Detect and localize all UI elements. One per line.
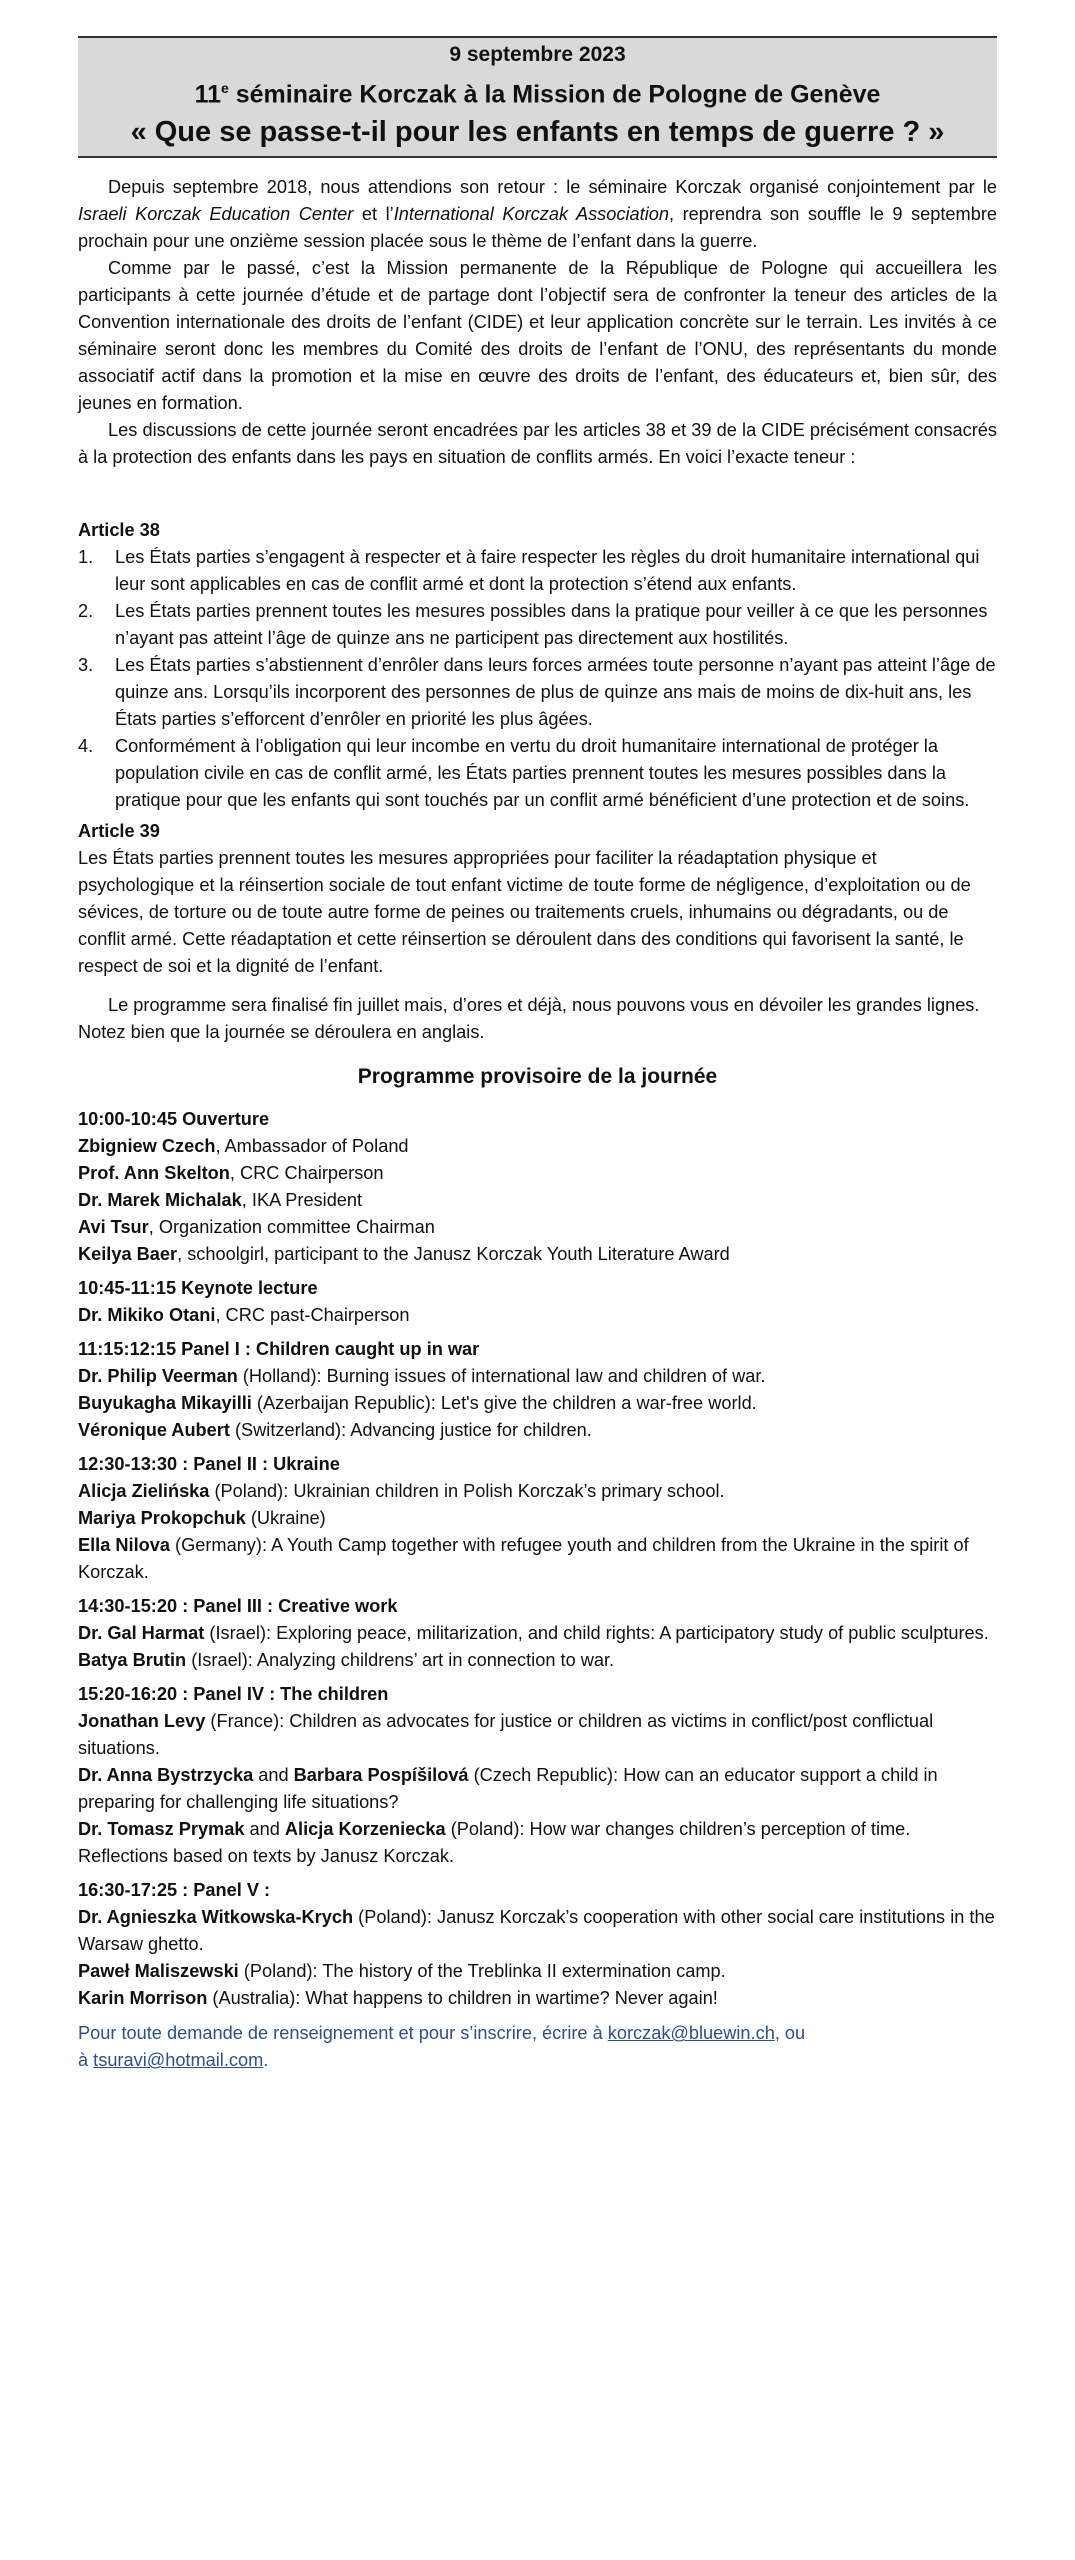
- session-panel-1: [78, 1336, 997, 1444]
- speaker-name: Buyukagha Mikayilli: [78, 1393, 252, 1414]
- speaker-line: [78, 1647, 997, 1674]
- session-title: 14:30-15:20 : Panel III : Creative work: [78, 1596, 398, 1617]
- article-39-text: Les États parties prennent toutes les mesures appropriées pour faciliter la réadaptation physique et psychologique et la réinsertion sociale de tout enfant victime de toute forme de négligence, d’exploitation ou de sévices, de torture ou de toute autre forme de peines ou traitements cruels, inhumains ou dégradants, ou de conflit armé. Cette réadaptation et cette réinsertion se déroulent dans des conditions qui favorisent la santé, le respect de soi et la dignité de l’enfant.: [78, 848, 971, 977]
- email-link-korczak[interactable]: korczak@bluewin.ch: [607, 2023, 775, 2044]
- speaker-name: Jonathan Levy: [78, 1711, 206, 1732]
- speaker-conjunction: and: [253, 1765, 294, 1786]
- speaker-name: Dr. Mikiko Otani: [78, 1305, 216, 1326]
- list-item-text: Les États parties s’abstiennent d’enrôler dans leurs forces armées toute personne n’ayant pas atteint l’âge de quinze ans. Lorsqu’ils incorporent des personnes de plus de quinze ans mais de moins de dix-huit ans, les États parties s’efforcent d’enrôler en priorité les plus âgées.: [115, 655, 996, 730]
- speaker-details: (Australia): What happens to children in wartime? Never again!: [207, 1988, 718, 2009]
- document-page: [78, 36, 997, 2074]
- seminar-title: [78, 70, 997, 112]
- speaker-name: Dr. Anna Bystrzycka: [78, 1765, 254, 1786]
- session-panel-2: [78, 1451, 997, 1586]
- speaker-details: , Ambassador of Poland: [215, 1136, 409, 1157]
- seminar-title-text: séminaire Korczak à la Mission de Pologne de Genève: [228, 80, 881, 109]
- programme-heading: Programme provisoire de la journée: [357, 1065, 718, 1089]
- intro-p1-a: Depuis septembre 2018, nous attendions son retour : le séminaire Korczak organisé conjointement par le: [108, 177, 997, 198]
- speaker-name: Véronique Aubert: [78, 1420, 230, 1441]
- speaker-name: Dr. Agnieszka Witkowska-Krych: [78, 1907, 354, 1928]
- speaker-line: [78, 1363, 997, 1390]
- intro-p1-org1: Israeli Korczak Education Center: [78, 204, 354, 225]
- intro-section: [78, 174, 997, 471]
- speaker-line: [78, 1417, 997, 1444]
- speaker-details: (Switzerland): Advancing justice for children.: [229, 1420, 592, 1441]
- session-title: 10:45-11:15 Keynote lecture: [78, 1278, 318, 1299]
- speaker-details: (Poland): Ukrainian children in Polish Korczak’s primary school.: [209, 1481, 725, 1502]
- seminar-number-suffix: e: [221, 80, 229, 96]
- speaker-details: (Poland): The history of the Treblinka II extermination camp.: [238, 1961, 726, 1982]
- speaker-line: [78, 1708, 997, 1762]
- session-title: 16:30-17:25 : Panel V :: [78, 1880, 271, 1901]
- seminar-question: « Que se passe-t-il pour les enfants en temps de guerre ? »: [130, 116, 945, 149]
- list-item: [78, 652, 997, 733]
- list-item: [78, 598, 997, 652]
- speaker-name: Zbigniew Czech: [78, 1136, 216, 1157]
- programme-sessions: [78, 1106, 997, 2012]
- speaker-name: Dr. Philip Veerman: [78, 1366, 238, 1387]
- speaker-details: (Holland): Burning issues of international law and children of war.: [237, 1366, 766, 1387]
- speaker-name: Ella Nilova: [78, 1535, 170, 1556]
- speaker-line: [78, 1302, 997, 1329]
- articles-section: [78, 517, 997, 980]
- speaker-name: Prof. Ann Skelton: [78, 1163, 230, 1184]
- speaker-name: Paweł Maliszewski: [78, 1961, 239, 1982]
- speaker-name: Dr. Gal Harmat: [78, 1623, 205, 1644]
- speaker-line: [78, 1187, 997, 1214]
- article-38-title: Article 38: [78, 520, 160, 541]
- speaker-name: Batya Brutin: [78, 1650, 187, 1671]
- speaker-line: [78, 1620, 997, 1647]
- intro-paragraph-2: Comme par le passé, c’est la Mission permanente de la République de Pologne qui accueillera les participants à cette journée d’étude et de partage dont l’objectif sera de confronter la teneur des articles de la Convention internationale des droits de l’enfant (CIDE) et leur application concrète sur le terrain. Les invités à ce séminaire seront donc les membres du Comité des droits de l’enfant de l’ONU, des représentants du monde associatif actif dans la promotion et la mise en œuvre des droits de l’enfant, des éducateurs et, bien sûr, des jeunes en formation.: [78, 258, 997, 414]
- list-item: [78, 733, 997, 814]
- session-opening: [78, 1106, 997, 1268]
- programme-note: Le programme sera finalisé fin juillet mais, d’ores et déjà, nous pouvons vous en dévoiler les grandes lignes. Notez bien que la journée se déroulera en anglais.: [78, 995, 980, 1043]
- list-item-number: 3.: [78, 655, 94, 676]
- speaker-details: (Israel): Analyzing childrens’ art in connection to war.: [186, 1650, 615, 1671]
- session-panel-5: [78, 1877, 997, 2012]
- list-item-text: Conformément à l’obligation qui leur incombe en vertu du droit humanitaire international de protéger la population civile en cas de conflit armé, les États parties prennent toutes les mesures possibles dans la pratique pour que les enfants qui sont touchés par un conflit armé bénéficient d’une protection et de soins.: [115, 736, 970, 811]
- session-title: 15:20-16:20 : Panel IV : The children: [78, 1684, 389, 1705]
- speaker-name: Karin Morrison: [78, 1988, 208, 2009]
- speaker-details: , IKA President: [241, 1190, 363, 1211]
- speaker-conjunction: and: [244, 1819, 285, 1840]
- speaker-name: Dr. Tomasz Prymak: [78, 1819, 245, 1840]
- session-title: 11:15:12:15 Panel I : Children caught up in war: [78, 1339, 480, 1360]
- speaker-details: , schoolgirl, participant to the Janusz Korczak Youth Literature Award: [177, 1244, 730, 1265]
- speaker-line: [78, 1478, 997, 1505]
- speaker-line: [78, 1390, 997, 1417]
- list-item-number: 2.: [78, 601, 94, 622]
- speaker-name: Dr. Marek Michalak: [78, 1190, 242, 1211]
- speaker-details: (Ukraine): [245, 1508, 326, 1529]
- seminar-number: 11: [194, 80, 221, 109]
- title-banner: [78, 36, 997, 158]
- speaker-line: [78, 1816, 997, 1870]
- speaker-details: (Poland): How war changes children’s perception of time. Reflections based on texts by Janusz Korczak.: [78, 1819, 911, 1867]
- list-item-text: Les États parties s’engagent à respecter et à faire respecter les règles du droit humanitaire international qui leur sont applicables en cas de conflit armé et dont la protection s’étend aux enfants.: [115, 547, 980, 595]
- speaker-line: [78, 1214, 997, 1241]
- email-link-tsuravi[interactable]: tsuravi@hotmail.com: [93, 2050, 264, 2071]
- speaker-details: , Organization committee Chairman: [148, 1217, 435, 1238]
- contact-text: Pour toute demande de renseignement et pour s’inscrire, écrire à: [78, 2023, 608, 2044]
- session-title: 12:30-13:30 : Panel II : Ukraine: [78, 1454, 340, 1475]
- speaker-name: Avi Tsur: [78, 1217, 149, 1238]
- speaker-details: , CRC past-Chairperson: [215, 1305, 410, 1326]
- speaker-name: Mariya Prokopchuk: [78, 1508, 246, 1529]
- speaker-line: [78, 1985, 997, 2012]
- speaker-details: (Czech Republic): How can an educator support a child in preparing for challenging life situations?: [78, 1765, 938, 1813]
- intro-paragraph-1: [78, 174, 997, 255]
- list-item-number: 4.: [78, 736, 94, 757]
- intro-paragraph-3: Les discussions de cette journée seront encadrées par les articles 38 et 39 de la CIDE précisément consacrés à la protection des enfants dans les pays en situation de conflits armés. En voici l’exacte teneur :: [78, 420, 997, 468]
- contact-prefix: à: [78, 2050, 94, 2071]
- speaker-line: [78, 1532, 997, 1586]
- session-title: 10:00-10:45 Ouverture: [78, 1109, 270, 1130]
- speaker-details: (France): Children as advocates for justice or children as victims in conflict/post conflictual situations.: [78, 1711, 934, 1759]
- speaker-line: [78, 1241, 997, 1268]
- speaker-line: [78, 1762, 997, 1816]
- intro-p1-b: et l’: [353, 204, 394, 225]
- list-item-text: Les États parties prennent toutes les mesures possibles dans la pratique pour veiller à ce que les personnes n’ayant pas atteint l’âge de quinze ans ne participent pas directement aux hostilités.: [115, 601, 988, 649]
- speaker-line: [78, 1958, 997, 1985]
- list-item: [78, 544, 997, 598]
- contact-end: .: [263, 2050, 269, 2071]
- article-39-title: Article 39: [78, 821, 160, 842]
- speaker-line: [78, 1904, 997, 1958]
- speaker-name: Alicja Zielińska: [78, 1481, 210, 1502]
- seminar-date: 9 septembre 2023: [449, 43, 626, 66]
- speaker-details: (Azerbaijan Republic): Let's give the children a war-free world.: [251, 1393, 757, 1414]
- speaker-details: (Poland): Janusz Korczak’s cooperation with other social care institutions in the Warsaw ghetto.: [78, 1907, 995, 1955]
- article-38-list: [78, 544, 997, 814]
- speaker-line: [78, 1505, 997, 1532]
- intro-p1-org2: International Korczak Association: [393, 204, 669, 225]
- speaker-line: [78, 1160, 997, 1187]
- speaker-name-2: Alicja Korzeniecka: [284, 1819, 446, 1840]
- speaker-details: (Israel): Exploring peace, militarization, and child rights: A participatory study of public sculptures.: [204, 1623, 989, 1644]
- session-keynote: [78, 1275, 997, 1329]
- list-item-number: 1.: [78, 547, 94, 568]
- contact-info: [78, 2020, 997, 2074]
- speaker-line: [78, 1133, 997, 1160]
- intro-p1-c: , reprendra son souffle le 9 septembre prochain pour une onzième session placée sous le thème de l’enfant dans la guerre.: [78, 204, 997, 252]
- session-panel-4: [78, 1681, 997, 1870]
- session-panel-3: [78, 1593, 997, 1674]
- speaker-details: , CRC Chairperson: [229, 1163, 384, 1184]
- speaker-name-2: Barbara Pospíšilová: [293, 1765, 469, 1786]
- speaker-details: (Germany): A Youth Camp together with refugee youth and children from the Ukraine in the spirit of Korczak.: [78, 1535, 969, 1583]
- speaker-name: Keilya Baer: [78, 1244, 178, 1265]
- contact-separator: , ou: [774, 2023, 806, 2044]
